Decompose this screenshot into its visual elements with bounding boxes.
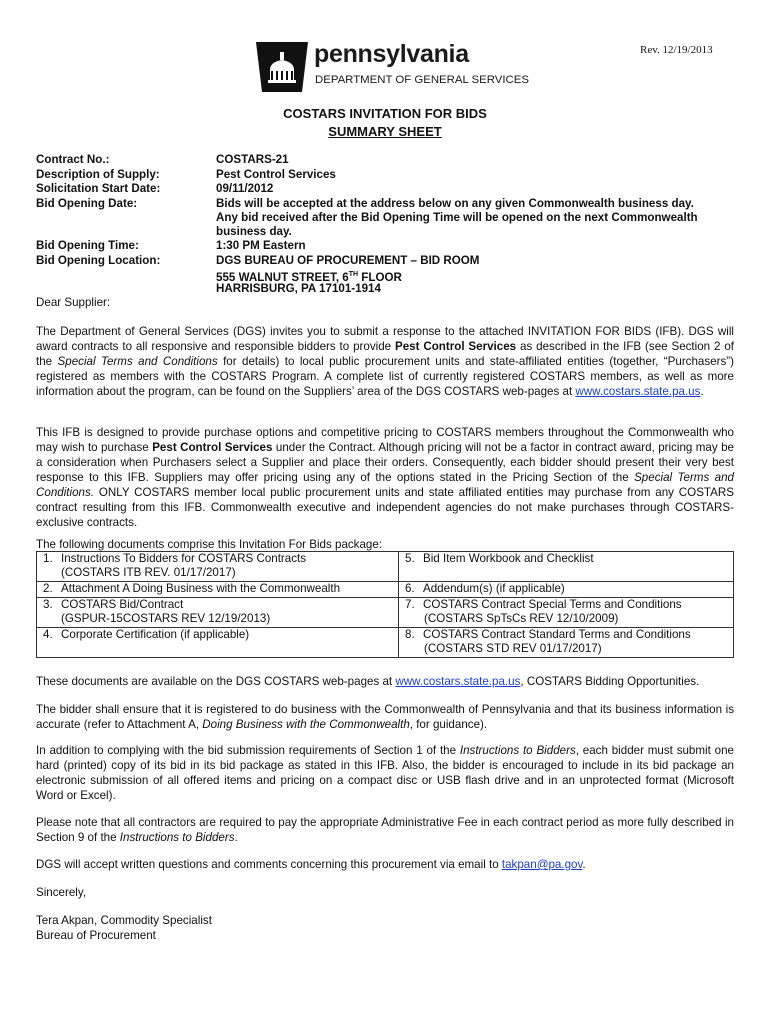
table-row: [37, 628, 734, 658]
start-date-value: 09/11/2012: [216, 182, 274, 195]
table-row: [37, 582, 734, 598]
logo-department: DEPARTMENT OF GENERAL SERVICES: [315, 74, 529, 86]
document-item-1: 1. Instructions To Bidders for COSTARS Contracts (COSTARS ITB REV. 01/17/2017): [37, 552, 399, 582]
contract-label: Contract No.:: [36, 153, 110, 166]
questions-paragraph: DGS will accept written questions and comments concerning this procurement via email to takpan@pa.gov.: [36, 858, 586, 871]
fee-paragraph: Please note that all contractors are required to pay the appropriate Administrative Fee in each contract period as more fully described in Section 9 of the Instructions to Bidders.: [36, 816, 734, 844]
document-item-5: 5. Bid Item Workbook and Checklist: [399, 552, 734, 582]
signer-unit: Bureau of Procurement: [36, 929, 156, 942]
costars-website-link[interactable]: www.costars.state.pa.us: [575, 385, 701, 398]
document-item-6: 6. Addendum(s) (if applicable): [399, 582, 734, 598]
table-row: [37, 552, 734, 582]
signer-name: Tera Akpan, Commodity Specialist: [36, 914, 212, 927]
description-value: Pest Control Services: [216, 168, 336, 181]
location-line-3: HARRISBURG, PA 17101-1914: [216, 282, 381, 295]
salutation: Dear Supplier:: [36, 296, 111, 309]
document-item-2: 2. Attachment A Doing Business with the Commonwealth: [37, 582, 399, 598]
documents-table: [36, 551, 734, 658]
location-street: 555 WALNUT STREET, 6: [216, 270, 349, 284]
document-item-8: 8. COSTARS Contract Standard Terms and Conditions (COSTARS STD REV 01/17/2017): [399, 628, 734, 658]
logo-wordmark: pennsylvania: [314, 40, 469, 68]
document-item-3: 3. COSTARS Bid/Contract (GSPUR-15COSTARS REV 12/19/2013): [37, 598, 399, 628]
closing: Sincerely,: [36, 886, 87, 899]
opening-location-label: Bid Opening Location:: [36, 254, 161, 267]
document-item-7: 7. COSTARS Contract Special Terms and Conditions (COSTARS SpTsCs REV 12/10/2009): [399, 598, 734, 628]
opening-time-label: Bid Opening Time:: [36, 239, 139, 252]
purpose-paragraph: This IFB is designed to provide purchase options and competitive pricing to COSTARS members throughout the Commonwealth who may wish to purchase Pest Control Services under the Contract. Although pricing will not be a factor in contract award, pricing may be a consideration when Purchasers select a Supplier and place their orders. Consequently, each bidder should present their very best response to this IFB. Suppliers may offer pricing using any of the options stated in the Pricing Section of the Special Terms and Conditions. ONLY COSTARS member local public procurement units and state affiliated entities may purchase from any COSTARS contract resulting from this IFB. Commonwealth executive and independent agencies do not make purchases through COSTARS-exclusive contracts.: [36, 426, 735, 529]
page-title: COSTARS INVITATION FOR BIDS: [283, 106, 487, 121]
submission-paragraph: In addition to complying with the bid submission requirements of Section 1 of the Instructions to Bidders, each bidder must submit one hard (printed) copy of its bid in its bid package as stated in this IFB. Also, the bidder is encouraged to include in its bid package an electronic submission of all offered items and pricing on a compact disc or USB flash drive and in an unprotected format (Microsoft Word or Excel).: [36, 744, 734, 802]
opening-date-line-1: Bids will be accepted at the address below on any given Commonwealth business day.: [216, 197, 694, 210]
revision-date: Rev. 12/19/2013: [640, 44, 713, 56]
location-floor-suffix: TH: [348, 271, 359, 278]
description-label: Description of Supply:: [36, 168, 160, 181]
opening-date-line-3: business day.: [216, 225, 292, 238]
registration-paragraph: The bidder shall ensure that it is registered to do business with the Commonwealth of Pennsylvania and that its business information is accurate (refer to Attachment A, Doing Business with the Commonwealth, for guidance).: [36, 703, 734, 731]
location-floor: FLOOR: [358, 270, 402, 284]
costars-website-link[interactable]: www.costars.state.pa.us: [395, 675, 521, 688]
document-item-4: 4. Corporate Certification (if applicable): [37, 628, 399, 658]
opening-date-label: Bid Opening Date:: [36, 197, 138, 210]
contract-value: COSTARS-21: [216, 153, 289, 166]
opening-date-line-2: Any bid received after the Bid Opening Time will be opened on the next Commonwealth: [216, 211, 698, 224]
start-date-label: Solicitation Start Date:: [36, 182, 161, 195]
email-link[interactable]: takpan@pa.gov: [501, 858, 583, 871]
pennsylvania-dgs-logo: [254, 40, 529, 94]
page-subtitle: SUMMARY SHEET: [328, 124, 442, 139]
opening-time-value: 1:30 PM Eastern: [216, 239, 306, 252]
keystone-capitol-icon: [254, 40, 310, 94]
availability-paragraph: These documents are available on the DGS COSTARS web-pages at www.costars.state.pa.us, COSTARS Bidding Opportunities.: [36, 675, 700, 688]
table-row: [37, 598, 734, 628]
documents-intro: The following documents comprise this Invitation For Bids package:: [36, 538, 383, 551]
location-line-1: DGS BUREAU OF PROCUREMENT – BID ROOM: [216, 254, 480, 267]
intro-paragraph: The Department of General Services (DGS) invites you to submit a response to the attached INVITATION FOR BIDS (IFB). DGS will award contracts to all responsive and responsible bidders to provide Pest Control Services as described in the IFB (see Section 2 of the Special Terms and Conditions for details) to local public procurement units and state-affiliated entities (together, “Purchasers”) registered as members with the COSTARS Program. A complete list of currently registered COSTARS members, as well as more information about the program, can be found on the Suppliers’ area of the DGS COSTARS web-pages at www.costars.state.pa.us.: [36, 325, 735, 398]
